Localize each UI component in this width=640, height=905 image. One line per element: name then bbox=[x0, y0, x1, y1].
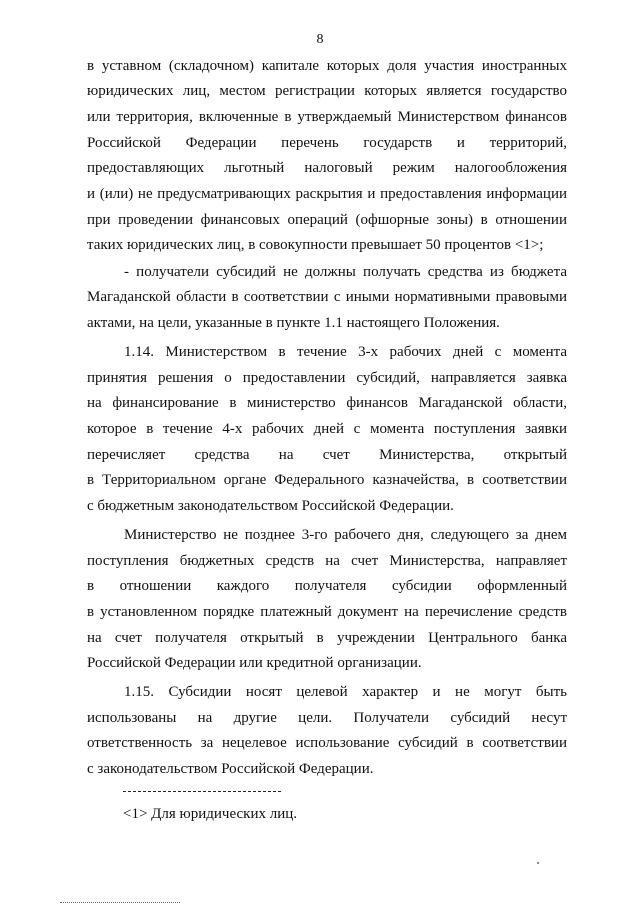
text-line: юридических лиц, местом регистрации которых является государство bbox=[87, 83, 567, 99]
text-line: поступления бюджетных средств на счет Министерства, направляет bbox=[87, 553, 567, 569]
text-line: в Территориальном органе Федерального казначейства, в соответствии bbox=[87, 472, 567, 488]
text-line: ответственность за нецелевое использование субсидий в соответствии bbox=[87, 735, 567, 751]
text-line: 1.15. Субсидии носят целевой характер и не могут быть bbox=[124, 684, 567, 700]
text-line: на финансирование в министерство финансов Магаданской области, bbox=[87, 395, 567, 411]
page-number: 8 bbox=[316, 32, 324, 47]
text-line: с законодательством Российской Федерации. bbox=[87, 761, 374, 777]
scan-edge-mark bbox=[60, 902, 180, 903]
text-line: Министерство не позднее 3-го рабочего дня, следующего за днем bbox=[124, 527, 567, 543]
text-line: 1.14. Министерством в течение 3-х рабочих дней с момента bbox=[124, 344, 567, 360]
footnote-text: <1> Для юридических лиц. bbox=[123, 806, 298, 822]
text-line: или территория, включенные в утверждаемый Министерством финансов bbox=[87, 109, 567, 125]
text-line: Российской Федерации или кредитной организации. bbox=[87, 655, 422, 671]
text-line: с бюджетным законодательством Российской Федерации. bbox=[87, 498, 454, 514]
text-line: использованы на другие цели. Получатели субсидий несут bbox=[87, 710, 567, 726]
text-line: в отношении каждого получателя субсидии оформленный bbox=[87, 578, 567, 594]
text-line: и (или) не предусматривающих раскрытия и предоставления информации bbox=[87, 186, 567, 202]
footnote-separator bbox=[123, 791, 281, 792]
text-line: принятия решения о предоставлении субсидий, направляется заявка bbox=[87, 370, 567, 386]
text-line: в уставном (складочном) капитале которых доля участия иностранных bbox=[87, 58, 567, 74]
text-line: в установленном порядке платежный документ на перечисление средств bbox=[87, 604, 567, 620]
text-line: - получатели субсидий не должны получать средства из бюджета bbox=[124, 264, 567, 280]
text-line: которое в течение 4-х рабочих дней с момента поступления заявки bbox=[87, 421, 567, 437]
text-line: Магаданской области в соответствии с иными нормативными правовыми bbox=[87, 289, 567, 305]
text-line: при проведении финансовых операций (офшорные зоны) в отношении bbox=[87, 212, 567, 228]
text-line: предоставляющих льготный налоговый режим налогообложения bbox=[87, 160, 567, 176]
text-line: таких юридических лиц, в совокупности превышает 50 процентов <1>; bbox=[87, 237, 544, 253]
text-line: на счет получателя открытый в учреждении Центрального банка bbox=[87, 630, 567, 646]
text-line: перечисляет средства на счет Министерства, открытый bbox=[87, 447, 567, 463]
text-line: актами, на цели, указанные в пункте 1.1 настоящего Положения. bbox=[87, 315, 500, 331]
text-line: Российской Федерации перечень государств и территорий, bbox=[87, 135, 567, 151]
scan-speck bbox=[537, 862, 539, 864]
